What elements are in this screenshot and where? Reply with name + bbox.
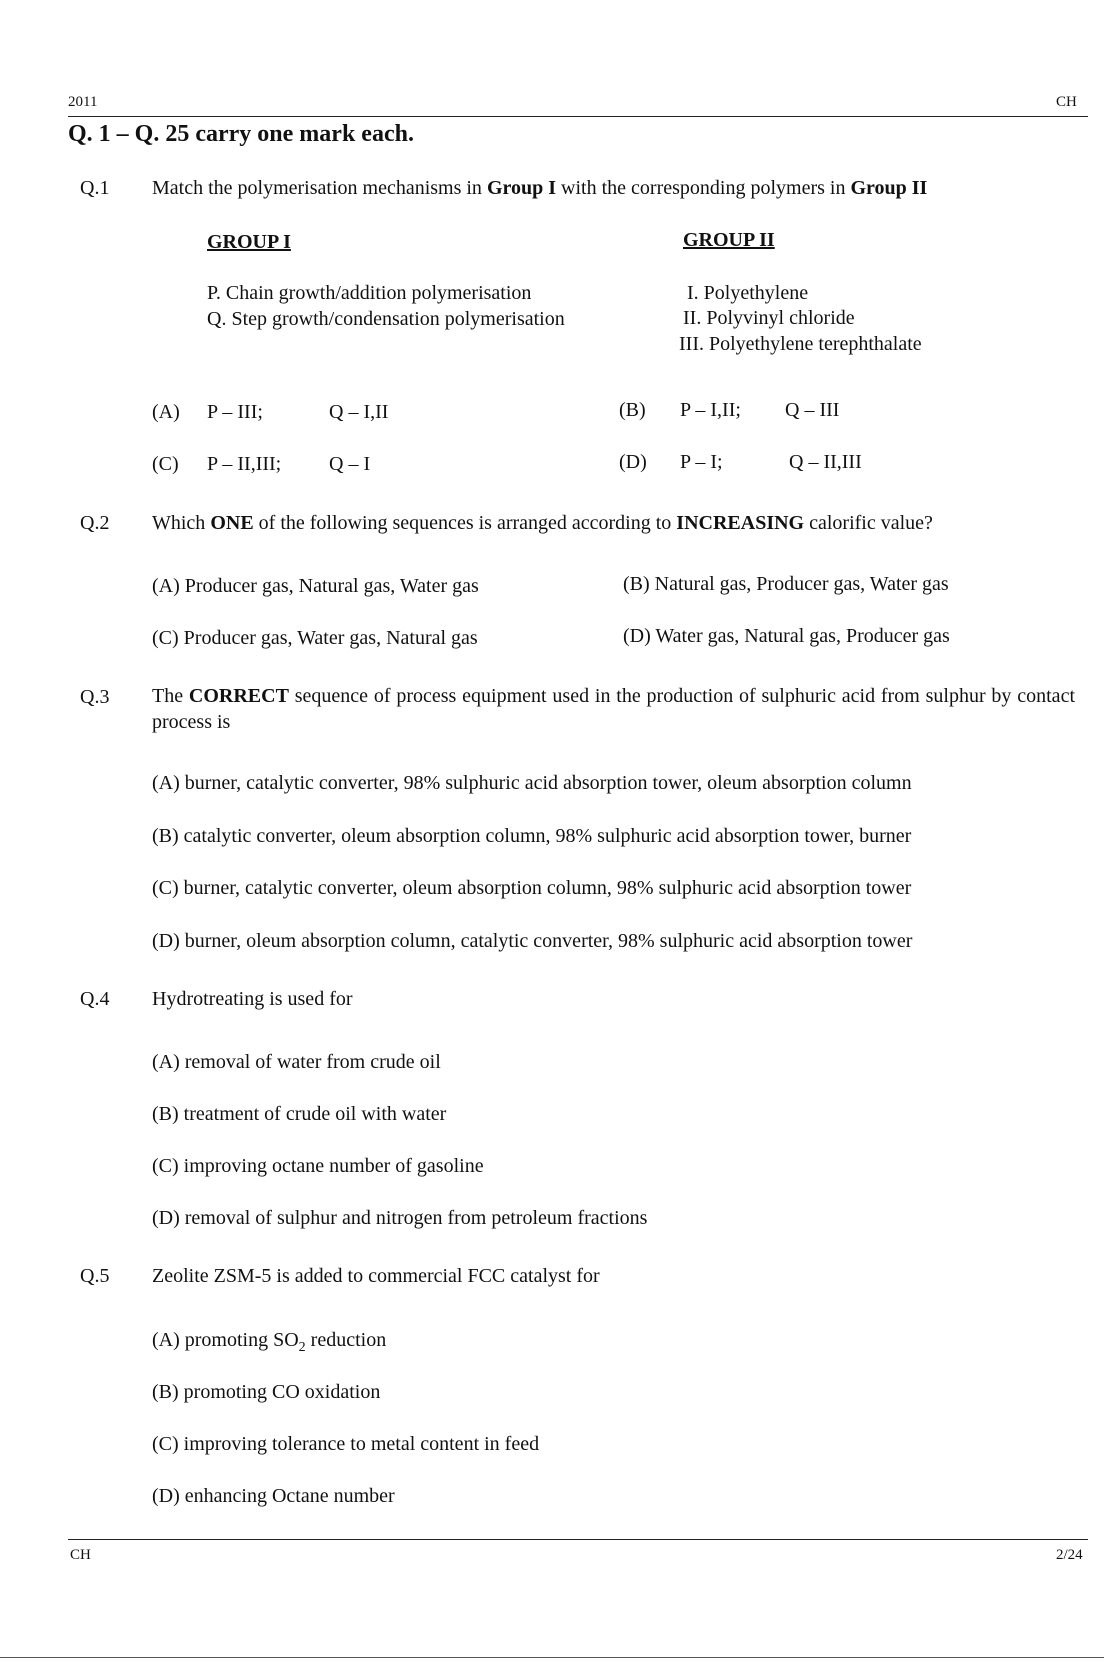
- q1-option-a-q: Q – I,II: [329, 401, 389, 423]
- q4-number: Q.4: [80, 988, 110, 1010]
- group2-item-1: I. Polyethylene: [687, 282, 809, 304]
- q1-option-d-q: Q – II,III: [789, 451, 862, 473]
- q1-number: Q.1: [80, 177, 110, 199]
- group1-title: GROUP I: [207, 231, 291, 253]
- q2-option-c: (C) Producer gas, Water gas, Natural gas: [152, 627, 478, 649]
- footer-page-number: 2/24: [1056, 1547, 1083, 1563]
- q2-option-d: (D) Water gas, Natural gas, Producer gas: [623, 625, 950, 647]
- q1-option-a-label: (A): [152, 401, 180, 423]
- q1-option-b-q: Q – III: [785, 399, 840, 421]
- q1-option-b-p: P – I,II;: [680, 399, 741, 421]
- q4-option-d: (D) removal of sulphur and nitrogen from petroleum fractions: [152, 1207, 648, 1229]
- section-title: Q. 1 – Q. 25 carry one mark each.: [68, 121, 414, 147]
- q5-text: Zeolite ZSM-5 is added to commercial FCC catalyst for: [152, 1265, 600, 1287]
- q2-option-b: (B) Natural gas, Producer gas, Water gas: [623, 573, 949, 595]
- q1-option-c-label: (C): [152, 453, 179, 475]
- q3-option-c: (C) burner, catalytic converter, oleum absorption column, 98% sulphuric acid absorption tower: [152, 877, 912, 899]
- group2-item-3: III. Polyethylene terephthalate: [679, 333, 922, 355]
- footer-subject: CH: [70, 1547, 91, 1563]
- q2-text: Which ONE of the following sequences is arranged according to INCREASING calorific value?: [152, 512, 933, 534]
- group1-item-q: Q. Step growth/condensation polymerisation: [207, 308, 565, 330]
- q5-option-d: (D) enhancing Octane number: [152, 1485, 395, 1507]
- q3-option-b: (B) catalytic converter, oleum absorption column, 98% sulphuric acid absorption tower, burner: [152, 825, 912, 847]
- group2-title: GROUP II: [683, 229, 775, 251]
- q3-text: The CORRECT sequence of process equipment used in the production of sulphuric acid from sulphur by contact process is: [152, 685, 1075, 733]
- q5-option-a: (A) promoting $SO_2$ reduction: [152, 1329, 387, 1355]
- q3-option-d: (D) burner, oleum absorption column, catalytic converter, 98% sulphuric acid absorption tower: [152, 930, 913, 952]
- header-rule: [68, 116, 1088, 117]
- q1-text: Match the polymerisation mechanisms in Group I with the corresponding polymers in Group II: [152, 177, 928, 199]
- q5-number: Q.5: [80, 1265, 110, 1287]
- q4-text: Hydrotreating is used for: [152, 988, 353, 1010]
- group1-item-p: P. Chain growth/addition polymerisation: [207, 282, 532, 304]
- q1-option-a-p: P – III;: [207, 401, 263, 423]
- q4-option-c: (C) improving octane number of gasoline: [152, 1155, 484, 1177]
- q2-number: Q.2: [80, 512, 110, 534]
- q2-option-a: (A) Producer gas, Natural gas, Water gas: [152, 575, 479, 597]
- q5-option-b: (B) promoting CO oxidation: [152, 1381, 381, 1403]
- scan-edge-line: [0, 1657, 1104, 1658]
- q1-option-d-label: (D): [619, 451, 647, 473]
- footer-rule: [68, 1539, 1088, 1540]
- q3-option-a: (A) burner, catalytic converter, 98% sulphuric acid absorption tower, oleum absorption column: [152, 772, 912, 794]
- group2-item-2: II. Polyvinyl chloride: [683, 307, 855, 329]
- q1-option-c-q: Q – I: [329, 453, 371, 475]
- q5-option-c: (C) improving tolerance to metal content in feed: [152, 1433, 540, 1455]
- q4-option-a: (A) removal of water from crude oil: [152, 1051, 441, 1073]
- q1-option-d-p: P – I;: [680, 451, 723, 473]
- q3-number: Q.3: [80, 686, 110, 708]
- q4-option-b: (B) treatment of crude oil with water: [152, 1103, 447, 1125]
- q1-option-c-p: P – II,III;: [207, 453, 282, 475]
- header-subject: CH: [1056, 94, 1077, 110]
- q1-option-b-label: (B): [619, 399, 646, 421]
- header-year: 2011: [68, 94, 98, 110]
